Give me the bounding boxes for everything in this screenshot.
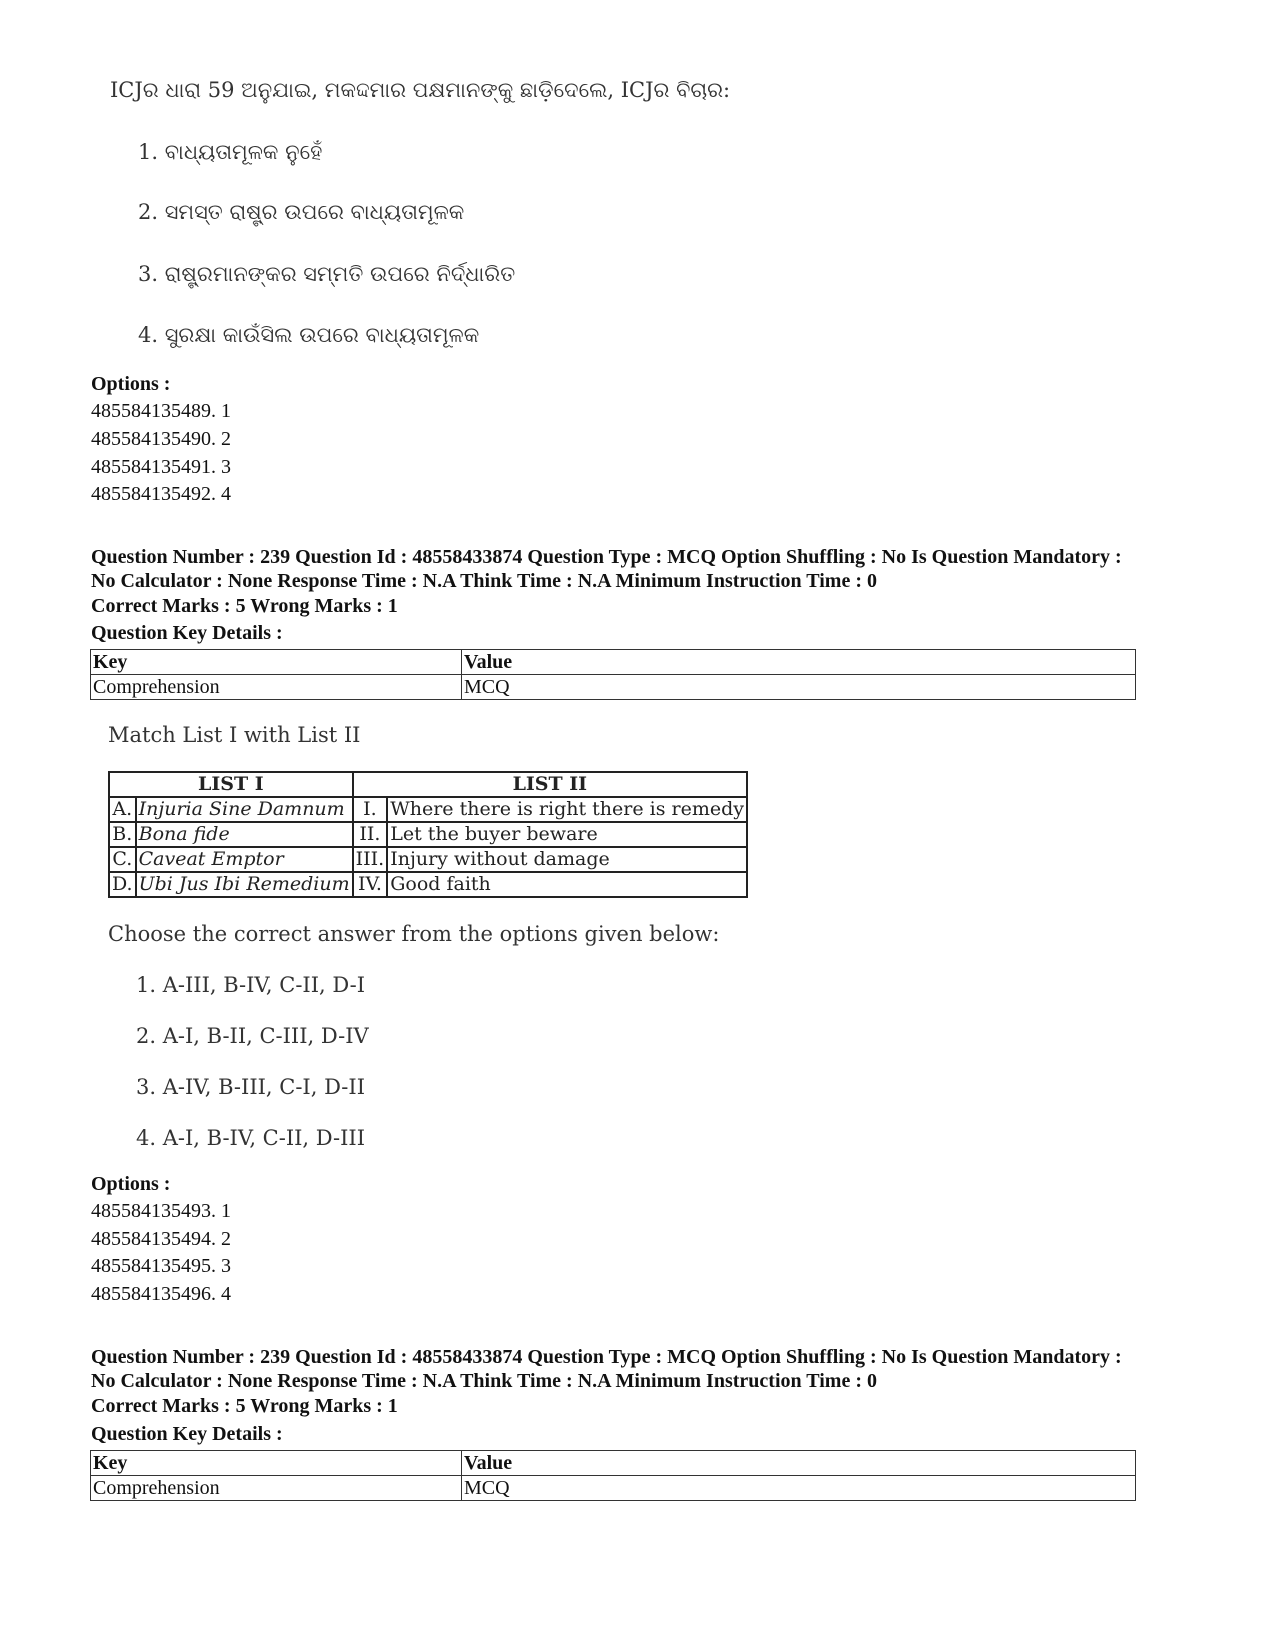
match-table: [108, 771, 748, 898]
question-choice: 1. A-III, B-IV, C-II, D-I: [136, 973, 365, 997]
list-one-item: Caveat Emptor: [136, 847, 353, 872]
list-two-item: Injury without damage: [387, 847, 747, 872]
meta-line: No Calculator : None Response Time : N.A Think Time : N.A Minimum Instruction Time : 0: [91, 1370, 877, 1392]
question-meta: [91, 1345, 1191, 1393]
value-header: Value: [462, 650, 1136, 675]
meta-line: Question Number : 239 Question Id : 48558433874 Question Type : MCQ Option Shuffling : No Is Question Mandatory :: [91, 546, 1122, 568]
value-cell: MCQ: [462, 1476, 1136, 1501]
question-choice: 4. ସୁରକ୍ଷା କାଉଁସିଲ ଉପରେ ବାଧ୍ୟତାମୂଳକ: [138, 323, 480, 347]
marks-line: Correct Marks : 5 Wrong Marks : 1: [91, 1395, 398, 1417]
value-cell: MCQ: [462, 675, 1136, 700]
option-line: 485584135494. 2: [91, 1228, 231, 1250]
marks-line: Correct Marks : 5 Wrong Marks : 1: [91, 595, 398, 617]
question-meta: [91, 545, 1191, 593]
key-cell: Comprehension: [91, 675, 462, 700]
list-one-item: Injuria Sine Damnum: [136, 797, 353, 822]
question-intro: ICJର ଧାରା 59 ଅନୁଯାଇ, ମକଦ୍ଦମାର ପକ୍ଷମାନଙ୍କୁ ଛାଡ଼ିଦେଲେ, ICJର ବିଚାର:: [110, 78, 731, 102]
question-choice: 2. ସମସ୍ତ ରାଷ୍ଟ୍ର ଉପରେ ବାଧ୍ୟତାମୂଳକ: [138, 200, 465, 224]
meta-line: No Calculator : None Response Time : N.A Think Time : N.A Minimum Instruction Time : 0: [91, 570, 877, 592]
key-header: Key: [91, 650, 462, 675]
option-line: 485584135489. 1: [91, 400, 231, 422]
table-row: [109, 822, 747, 847]
question-choice: 2. A-I, B-II, C-III, D-IV: [136, 1024, 369, 1048]
question-choice: 4. A-I, B-IV, C-II, D-III: [136, 1126, 365, 1150]
question-instruction: Choose the correct answer from the options given below:: [108, 922, 720, 946]
option-line: 485584135490. 2: [91, 428, 231, 450]
list-two-header: LIST II: [353, 772, 747, 797]
list-one-letter: B.: [109, 822, 136, 847]
option-line: 485584135493. 1: [91, 1200, 231, 1222]
list-one-item: Ubi Jus Ibi Remedium: [136, 872, 353, 897]
list-two-numeral: IV.: [353, 872, 388, 897]
list-one-letter: D.: [109, 872, 136, 897]
list-two-item: Where there is right there is remedy: [387, 797, 747, 822]
option-line: 485584135492. 4: [91, 483, 231, 505]
question-choice: 3. ରାଷ୍ଟ୍ରମାନଙ୍କର ସମ୍ମତି ଉପରେ ନିର୍ଦ୍ଧାରିତ: [138, 262, 516, 286]
question-choice: 1. ବାଧ୍ୟତାମୂଳକ ନୁହେଁ: [138, 140, 323, 164]
option-line: 485584135495. 3: [91, 1255, 231, 1277]
option-line: 485584135491. 3: [91, 456, 231, 478]
list-two-numeral: II.: [353, 822, 388, 847]
question-intro: Match List I with List II: [108, 723, 361, 747]
list-two-item: Good faith: [387, 872, 747, 897]
options-label: Options :: [91, 373, 171, 395]
key-header: Key: [91, 1451, 462, 1476]
key-table: [90, 649, 1136, 700]
options-label: Options :: [91, 1173, 171, 1195]
value-header: Value: [462, 1451, 1136, 1476]
list-two-numeral: III.: [353, 847, 388, 872]
question-choice: 3. A-IV, B-III, C-I, D-II: [136, 1075, 365, 1099]
option-line: 485584135496. 4: [91, 1283, 231, 1305]
meta-line: Question Number : 239 Question Id : 48558433874 Question Type : MCQ Option Shuffling : No Is Question Mandatory :: [91, 1346, 1122, 1368]
list-one-item: Bona fide: [136, 822, 353, 847]
list-one-letter: C.: [109, 847, 136, 872]
key-details-label: Question Key Details :: [91, 622, 283, 644]
list-one-letter: A.: [109, 797, 136, 822]
list-two-item: Let the buyer beware: [387, 822, 747, 847]
key-cell: Comprehension: [91, 1476, 462, 1501]
table-row: [109, 847, 747, 872]
table-row: [109, 797, 747, 822]
table-row: [109, 872, 747, 897]
key-table: [90, 1450, 1136, 1501]
list-one-header: LIST I: [109, 772, 353, 797]
list-two-numeral: I.: [353, 797, 388, 822]
key-details-label: Question Key Details :: [91, 1423, 283, 1445]
